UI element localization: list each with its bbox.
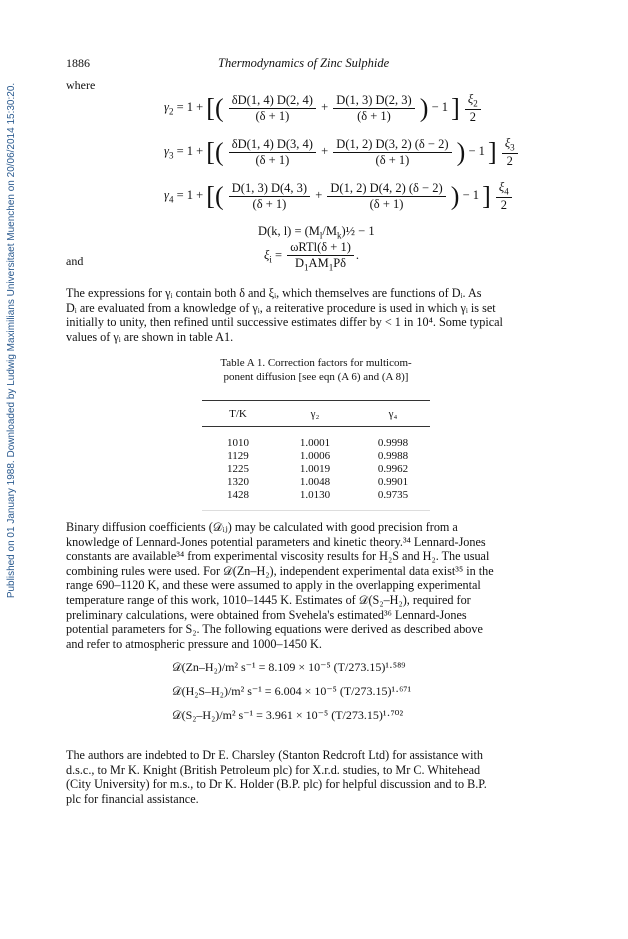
fraction-term-1: $\frac{D(1, 3) D(4, 3)}{(\delta + 1)}$	[229, 181, 310, 212]
table-cell: 0.9988	[377, 450, 409, 462]
table-cell: 1.0019	[299, 463, 331, 475]
table-row	[200, 450, 432, 463]
table-cell: 1010	[227, 437, 249, 449]
table-cell: 0.9735	[377, 489, 409, 501]
formula-s2-h2: 𝒟(S₂–H₂)/m² s⁻¹ = 3.961 × 10⁻⁵ (T/273.15)¹·⁷⁰²	[172, 708, 404, 722]
paragraph-iteration: The expressions for γᵢ contain both δ and ξᵢ, which themselves are functions of Dᵢ. As Dᵢ are evaluated from a knowledge of γᵢ, a reiterative procedure is used in which γᵢ is set initially to unity, then refined until successive estimates differ by < 1 in 10⁴. Some typical values of γᵢ are shown in table A1.	[66, 286, 503, 344]
equation-dkl: D(k, $l) = (M_l/M_k)\frac{1}{2} - 1$	[258, 224, 375, 241]
fraction-xi: $\frac{\xi_4}{2}$	[496, 180, 512, 213]
fraction-xi-def: $\frac{\text{ωRTl(δ + 1)}}{D_1AM_1P\delta}$	[287, 240, 354, 273]
table-cell: 0.9998	[377, 437, 409, 449]
equation-gamma-3: $\gamma_3 = 1$ + [( $\frac{\delta D(1, 4) D(3, 4)}{(\delta + 1)}$ + $\frac{D(1, 2) D(3, 2) (\delta - 2)}{(\delta + 1)}$ ) − 1 ] $\frac{\xi_3}{2}$	[164, 136, 520, 169]
table-a1	[200, 357, 432, 511]
fraction-xi: $\frac{\xi_3}{2}$	[502, 136, 518, 169]
table-cell: 0.9962	[377, 463, 409, 475]
fraction-xi: $\frac{\xi_2}{2}$	[465, 92, 481, 125]
table-cell: 1.0006	[299, 450, 331, 462]
table-row	[200, 489, 432, 502]
table-top-rule	[202, 400, 430, 401]
table-row	[200, 476, 432, 489]
page-number: 1886	[66, 56, 90, 70]
table-header: T/K γ₂ γ₄	[229, 408, 398, 420]
table-cell: 1.0001	[299, 437, 331, 449]
table-row	[200, 463, 432, 476]
table-bottom-rule	[202, 510, 430, 511]
equation-gamma-4: $\gamma_4 = 1$ + [( $\frac{D(1, 3) D(4, 3)}{(\delta + 1)}$ + $\frac{D(1, 2) D(4, 2) (\delta - 2)}{(\delta + 1)}$ ) − 1 ] $\frac{\xi_4}{2}$	[164, 180, 514, 213]
publication-side-note	[2, 60, 22, 620]
fraction-term-2: $\frac{D(1, 2) D(4, 2) (\delta - 2)}{(\delta + 1)}$	[327, 181, 445, 212]
table-cell: 1428	[227, 489, 249, 501]
equation-gamma-2: $\gamma_2 = 1$ + [( $\frac{\delta D(1, 4) D(2, 4)}{(\delta + 1)}$ + $\frac{D(1, 3) D(2, 3)}{(\delta + 1)}$ ) − 1 ] $\frac{\xi_2}{2}$	[164, 92, 483, 125]
table-cell: 1225	[227, 463, 249, 475]
table-caption: Table A 1. Correction factors for multicom- ponent diffusion [see eqn (A 6) and (A 8)]	[220, 357, 412, 383]
running-head: Thermodynamics of Zinc Sulphide	[218, 56, 390, 70]
formula-zn-h2: 𝒟(Zn–H₂)/m² s⁻¹ = 8.109 × 10⁻⁵ (T/273.15)¹·⁵⁸⁹	[172, 660, 406, 674]
table-cell: 1.0048	[299, 476, 331, 488]
equation-xi: $\xi_i$ = $\frac{\text{ωRTl(δ + 1)}}{D_1AM_1P\delta}$ .	[264, 240, 359, 273]
and-label: and	[66, 254, 84, 268]
formula-h2s-h2: 𝒟(H₂S–H₂)/m² s⁻¹ = 6.004 × 10⁻⁵ (T/273.15)¹·⁶⁷¹	[172, 684, 412, 698]
fraction-term-2: $\frac{D(1, 2) D(3, 2) (\delta - 2)}{(\delta + 1)}$	[333, 137, 451, 168]
table-row	[200, 437, 432, 450]
paragraph-acknowledgements: The authors are indebted to Dr E. Charsley (Stanton Redcroft Ltd) for assistance with d.s.c., to Mr K. Knight (British Petroleum plc) for X.r.d. studies, to Mr C. Whitehead (City University) for m.s., to Dr K. Holder (B.P. plc) for helpful discussion and to B.P. plc for financial assistance.	[66, 748, 487, 806]
fraction-term-1: $\frac{\delta D(1, 4) D(2, 4)}{(\delta + 1)}$	[229, 93, 316, 124]
fraction-term-1: $\frac{\delta D(1, 4) D(3, 4)}{(\delta + 1)}$	[229, 137, 316, 168]
table-cell: 1129	[227, 450, 249, 462]
where-label: where	[66, 78, 96, 92]
table-cell: 1320	[227, 476, 249, 488]
fraction-term-2: $\frac{D(1, 3) D(2, 3)}{(\delta + 1)}$	[333, 93, 414, 124]
side-note-text: Published on 01 January 1988. Downloaded by Ludwig Maximilians Universitaet Muenchen on 20/06/2014 15:30:20.	[6, 82, 18, 598]
table-cell: 0.9901	[377, 476, 409, 488]
paragraph-binary-diffusion: Binary diffusion coefficients (𝒟ᵢⱼ) may be calculated with good precision from a knowledge of Lennard-Jones potential parameters and kinetic theory.³⁴ Lennard-Jones constants are available³⁴ from experimental viscosity results for H₂S and H₂. The usual combining rules were used. For 𝒟(Zn–H₂), independent experimental data exist³⁵ in the range 690–1120 K, and these were assumed to apply in the overlapping experimental temperature range of this work, 1010–1445 K. Estimates of 𝒟(S₂–H₂), required for preliminary calculations, were obtained from Svehela's estimated³⁶ Lennard-Jones potential parameters for S₂. The following equations were derived as described above and refer to atmospheric pressure and 1000–1450 K.	[66, 520, 494, 651]
table-cell: 1.0130	[299, 489, 331, 501]
